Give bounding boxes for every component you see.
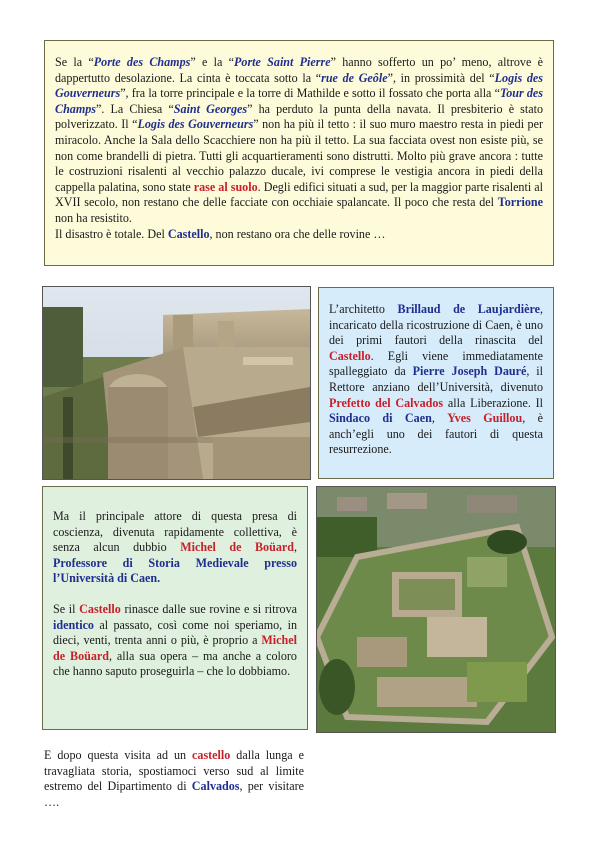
aerial-castle-photo (316, 486, 556, 733)
person-name: Yves Guillou (447, 411, 523, 426)
emphasis-red: Castello (79, 601, 121, 616)
text-run: Se la “ (55, 55, 94, 69)
place-name: Logis des Gouverneurs (55, 70, 543, 101)
place-name: Porte Saint Pierre (234, 55, 331, 69)
text-run: non ha resistito. (55, 210, 132, 225)
text-run: . Degli edifici situati a sud, per la maggior parte risalenti al XVII secolo, non restano che delle facciate con occhiaie spalancate. Il poco che resta del (55, 179, 543, 210)
emphasis-red: Castello (329, 348, 371, 363)
person-name: Michel de Boüard (53, 633, 297, 663)
place-name: Torrione (497, 195, 543, 210)
emphasis-blue: identico (53, 617, 94, 632)
text-run: ”, in prossimità del “ (387, 70, 495, 85)
text-run: dalla lunga e travagliata storia, spostiamoci verso sud al limite estremo del Dipartimento di (44, 748, 304, 794)
place-name: Saint Georges (173, 101, 248, 116)
text-run: , è anch’egli uno dei fautori di questa resurrezione. (329, 411, 543, 457)
text-run: , (293, 540, 297, 555)
place-name: Logis des Gouverneurs (137, 117, 254, 132)
text-run: ” ha perduto la punta della navata. Il presbiterio è stato polverizzato. Il “ (55, 101, 544, 132)
person-name: Michel de Boüard (180, 540, 294, 555)
conclusion-line (55, 227, 543, 243)
closing-text (44, 748, 304, 810)
text-run: , incaricato della ricostruzione di Caen, è uno dei primi fautori della rinascita del (329, 302, 543, 348)
text-run: , per visitare …. (44, 779, 304, 809)
text-run: rinasce dalle sue rovine e si ritrova (120, 601, 297, 616)
place-name: Calvados (191, 779, 240, 794)
deBouard-text-box (42, 486, 308, 730)
person-name: Pierre Joseph Dauré (412, 364, 527, 379)
text-run: L’architetto (329, 302, 398, 316)
text-run: al passato, così come noi speriamo, in dieci, venti, trenta anni o più, è proprio a (53, 617, 297, 648)
text-run: ” non ha più il tetto : il suo muro maestro resta in piedi per miracolo. Anche la Sala dello Scacchiere non ha più il tetto. La sua facciata ovest non esiste più, se non come brandelli di pietra. Tutti gli acquartieramenti sono distrutti. Molto più grave ancora : tutte le costruzioni risalenti al vecchio palazzo ducale, ivi comprese le vestigia ancora in piedi della cappella palatina, sono state (55, 117, 543, 194)
text-run: ”, fra la torre principale e la torre di Mathilde e sotto il fossato che porta alla “ (120, 86, 500, 101)
intro-text-box (44, 40, 554, 266)
emphasis-red: rase al suolo (193, 179, 258, 194)
text-run: , alla sua opera – ma anche a coloro che hanno saputo proseguirla – che lo dobbiamo. (53, 648, 297, 679)
place-name: Castello (167, 226, 210, 241)
place-name: rue de Geôle (321, 70, 388, 85)
castle-walls-illustration (43, 287, 310, 479)
text-run: Il disastro è totale. Del (55, 226, 168, 241)
text-run: ” hanno sofferto un po’ meno, altrove è dappertutto desolazione. La cinta è toccata sotto la “ (55, 55, 543, 85)
emphasis-red: castello (192, 748, 231, 762)
deBouard-paragraph-2 (53, 602, 297, 680)
text-run: ”. La Chiesa “ (96, 101, 174, 116)
place-name: Porte des Champs (93, 55, 191, 69)
title-name: Professore di Storia Medievale presso l’Università di Caen. (53, 555, 297, 586)
title-name: Sindaco di Caen (329, 411, 432, 426)
text-run: ” e la “ (190, 55, 235, 69)
closing-paragraph (44, 748, 304, 810)
architect-text-box (318, 287, 554, 479)
text-run: , non restano ora che delle rovine … (209, 226, 386, 241)
text-run: Se il (53, 601, 80, 616)
text-run: , (431, 411, 448, 426)
deBouard-paragraph-1 (53, 509, 297, 587)
emphasis-red: Prefetto del Calvados (329, 395, 444, 410)
text-run: , il Rettore anziano dell’Università, divenuto (329, 364, 543, 394)
text-run: E dopo questa visita ad un (44, 748, 193, 762)
text-run: alla Liberazione. Il (443, 395, 543, 410)
place-name: Tour des Champs (55, 86, 543, 116)
aerial-castle-illustration (317, 487, 555, 732)
text-run: Ma il principale attore di questa presa di coscienza, divenuta rapidamente collettiva, è senza alcun dubbio (53, 509, 297, 555)
architect-paragraph (329, 302, 543, 458)
text-run: . Egli viene immediatamente spalleggiato da (329, 348, 543, 379)
castle-walls-photo (42, 286, 311, 480)
person-name: Brillaud de Laujardière (397, 302, 540, 316)
intro-paragraph (55, 55, 543, 227)
